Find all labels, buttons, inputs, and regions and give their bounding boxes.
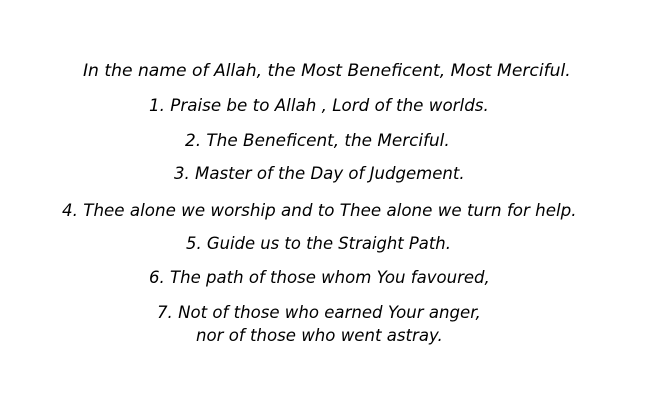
invocation-line: In the name of Allah, the Most Beneficent, Most Merciful. xyxy=(83,61,571,81)
verse-1: 1. Praise be to Allah , Lord of the worlds. xyxy=(149,95,489,115)
verse-7-line-1: 7. Not of those who earned Your anger, xyxy=(157,303,481,322)
verse-4: 4. Thee alone we worship and to Thee alone we turn for help. xyxy=(62,200,577,220)
verse-3: 3. Master of the Day of Judgement. xyxy=(174,164,465,183)
verse-5: 5. Guide us to the Straight Path. xyxy=(186,234,451,253)
verse-6: 6. The path of those whom You favoured, xyxy=(149,268,490,287)
verse-2: 2. The Beneficent, the Merciful. xyxy=(185,130,450,150)
verse-7-line-2: nor of those who went astray. xyxy=(196,326,443,345)
